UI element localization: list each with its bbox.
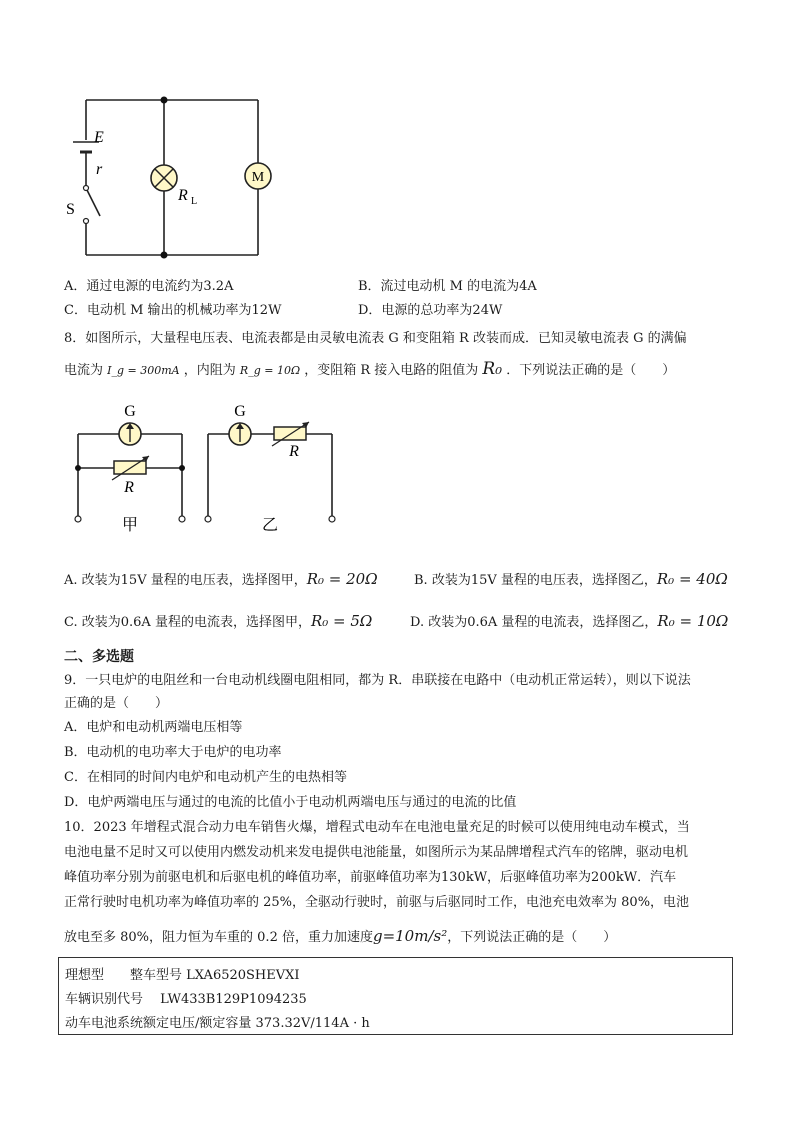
q10-stem-line5: 放电至多 80%，阻力恒为车重的 0.2 倍，重力加速度g=10m/s²，下列说法正确的是（ ） xyxy=(64,927,617,945)
q8-r0: R₀ xyxy=(482,359,503,379)
q8-ig: I_g = 300mA xyxy=(107,364,180,377)
q8-option-d: D. 改装为0.6A 量程的电流表，选择图乙，R₀ = 10Ω xyxy=(410,612,729,630)
q8-option-a: A. 改装为15V 量程的电压表，选择图甲，R₀ = 20Ω xyxy=(64,570,378,588)
fig2-yi-r-label: R xyxy=(289,443,299,460)
nameplate-row-vin: 车辆识别代号 LW433B129P1094235 xyxy=(65,992,307,1007)
q9-option-b: B．电动机的电功率大于电炉的电功率 xyxy=(64,745,282,760)
q10-stem-line3: 峰值功率分别为前驱电机和后驱电机的峰值功率，前驱峰值功率为130kW，后驱峰值功率为200kW．汽车 xyxy=(64,870,677,885)
q7-option-b: B．流过电动机 M 的电流为4A xyxy=(358,279,537,294)
switch-label: S xyxy=(66,201,75,218)
q8-option-c: C. 改装为0.6A 量程的电流表，选择图甲，R₀ = 5Ω xyxy=(64,612,373,630)
q8-stem-line2: 电流为 I_g = 300mA ，内阻为 R_g = 10Ω ，变阻箱 R 接入电路的阻值为 R₀ ．下列说法正确的是（ ） xyxy=(64,359,676,379)
circuit-figure-2 xyxy=(66,398,346,538)
q9-stem-line1: 9．一只电炉的电阻丝和一台电动机线圈电阻相同，都为 R．串联接在电路中（电动机正常运转），则以下说法 xyxy=(64,673,691,688)
nameplate-row-model: 理想型 整车型号 LXA6520SHEVXI xyxy=(65,968,300,983)
q10-stem-line4: 正常行驶时电机功率为峰值功率的 25%，全驱动行驶时，前驱与后驱同时工作，电池充电效率为 80%，电池 xyxy=(64,895,690,910)
q8-stem-line1: 8．如图所示，大量程电压表、电流表都是由灵敏电流表 G 和变阻箱 R 改装而成．已知灵敏电流表 G 的满偏 xyxy=(64,331,687,346)
circuit-figure-1 xyxy=(60,90,280,265)
q7-option-d: D．电源的总功率为24W xyxy=(358,303,503,318)
section-title: 二、多选题 xyxy=(64,649,134,665)
q10-gravity: g=10m/s² xyxy=(372,927,448,945)
nameplate-row-battery: 动车电池系统额定电压/额定容量 373.32V/114A · h xyxy=(65,1016,370,1031)
q10-stem-line2: 电池电量不足时又可以使用内燃发动机来发电提供电池能量，如图所示为某品牌增程式汽车的铭牌，驱动电机 xyxy=(64,845,689,860)
fig2-yi-caption: 乙 xyxy=(261,517,279,534)
fig2-jia-caption: 甲 xyxy=(121,517,139,534)
motor-label: M xyxy=(251,170,265,185)
vehicle-nameplate xyxy=(58,957,733,1035)
q10-stem-line1: 10．2023 年增程式混合动力电车销售火爆，增程式电动车在电池电量充足的时候可以使用纯电动车模式，当 xyxy=(64,820,690,835)
q9-option-c: C．在相同的时间内电炉和电动机产生的电热相等 xyxy=(64,770,347,785)
fig2-jia-r-label: R xyxy=(124,479,134,496)
lamp-resistance-subscript: L xyxy=(191,196,198,207)
q8-rg: R_g = 10Ω xyxy=(239,364,301,377)
q9-stem-line2: 正确的是（ ） xyxy=(64,696,169,711)
q9-option-a: A．电炉和电动机两端电压相等 xyxy=(64,720,243,735)
lamp-resistance-label: R xyxy=(178,187,188,204)
lamp-symbol xyxy=(151,165,177,191)
q7-option-a: A．通过电源的电流约为3.2A xyxy=(64,279,234,294)
internal-resistance-label: r xyxy=(96,161,103,178)
q9-option-d: D．电炉两端电压与通过的电流的比值小于电动机两端电压与通过的电流的比值 xyxy=(64,795,517,810)
fig2-jia-g-label: G xyxy=(124,403,136,420)
fig2-yi-g-label: G xyxy=(234,403,246,420)
q7-option-c: C．电动机 M 输出的机械功率为12W xyxy=(64,303,282,318)
q8-option-b: B. 改装为15V 量程的电压表，选择图乙，R₀ = 40Ω xyxy=(414,570,728,588)
emf-label: E xyxy=(94,129,104,146)
